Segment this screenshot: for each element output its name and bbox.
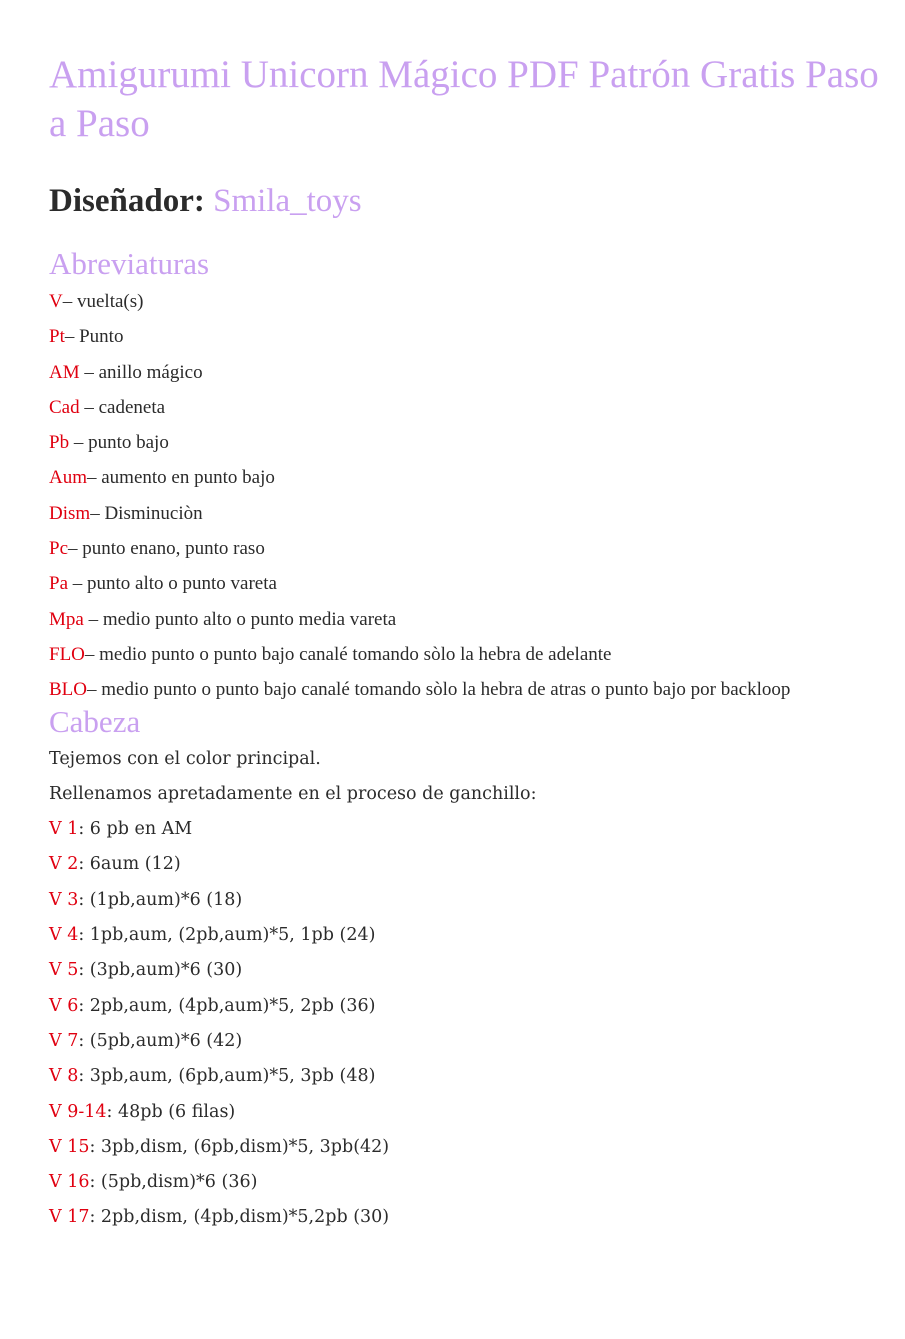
abbreviation-key: BLO: [49, 679, 87, 701]
abbreviation-item: [49, 390, 879, 425]
round-desc: : (1pb,aum)*6 (18): [78, 889, 243, 910]
abbreviation-desc: – aumento en punto bajo: [87, 467, 275, 489]
abbreviation-key: AM: [49, 361, 80, 383]
round-key: V 6: [49, 995, 79, 1016]
round-key: V 8: [49, 1066, 79, 1087]
abbreviations-list: [49, 284, 879, 708]
round-key: V 9-14: [49, 1101, 107, 1122]
round-desc: : (5pb,dism)*6 (36): [89, 1172, 258, 1193]
round-key: V 7: [49, 1030, 79, 1051]
round-item: [49, 847, 879, 882]
round-key: V 3: [49, 889, 79, 910]
head-instructions: [49, 742, 879, 1236]
abbreviation-key: Pb: [49, 432, 70, 454]
round-key: V 2: [49, 854, 79, 875]
abbreviation-item: [49, 602, 879, 637]
abbreviation-desc: – punto bajo: [69, 432, 169, 454]
abbreviation-item: [49, 566, 879, 601]
round-desc: : 2pb,dism, (4pb,dism)*5,2pb (30): [89, 1207, 390, 1228]
abbreviation-item: [49, 531, 879, 566]
page-title: Amigurumi Unicorn Mágico PDF Patrón Gratis Paso a Paso: [49, 53, 879, 145]
abbreviation-key: Mpa: [49, 608, 84, 630]
abbreviation-item: [49, 355, 879, 390]
round-item: [49, 1165, 879, 1200]
round-item: [49, 1200, 879, 1235]
abbreviation-key: Pc: [49, 538, 68, 560]
round-item: [49, 989, 879, 1024]
abbreviation-item: [49, 496, 879, 531]
abbreviation-desc: – medio punto o punto bajo canalé tomando sòlo la hebra de atras o punto bajo por backloop: [87, 679, 791, 701]
abbreviation-desc: – anillo mágico: [79, 361, 203, 383]
abbreviation-item: [49, 460, 879, 495]
round-item: [49, 1024, 879, 1059]
abbreviation-desc: – punto enano, punto raso: [68, 538, 265, 560]
round-desc: : 1pb,aum, (2pb,aum)*5, 1pb (24): [78, 925, 376, 946]
abbreviations-heading: Abreviaturas: [49, 246, 210, 281]
round-desc: : (3pb,aum)*6 (30): [78, 960, 243, 981]
abbreviation-item: [49, 672, 879, 707]
round-key: V 16: [49, 1172, 90, 1193]
abbreviation-desc: – cadeneta: [79, 396, 166, 418]
round-desc: : 2pb,aum, (4pb,aum)*5, 2pb (36): [78, 995, 376, 1016]
abbreviation-desc: – Punto: [64, 326, 124, 348]
abbreviation-key: Dism: [49, 502, 91, 524]
round-key: V 5: [49, 960, 79, 981]
abbreviation-desc: – Disminuciòn: [90, 502, 203, 524]
round-desc: : 3pb,aum, (6pb,aum)*5, 3pb (48): [78, 1066, 376, 1087]
head-section-heading: Cabeza: [49, 703, 141, 739]
round-key: V 1: [49, 819, 79, 840]
round-desc: : 3pb,dism, (6pb,dism)*5, 3pb(42): [89, 1136, 390, 1157]
abbreviation-key: V: [49, 291, 63, 312]
round-item: [49, 1095, 879, 1130]
abbreviation-item: [49, 637, 879, 672]
abbreviation-desc: – medio punto o punto bajo canalé tomando sòlo la hebra de adelante: [84, 643, 612, 665]
intro-text: Rellenamos apretadamente en el proceso de ganchillo:: [49, 783, 537, 804]
round-item: [49, 918, 879, 953]
abbreviation-desc: – punto alto o punto vareta: [68, 573, 277, 595]
abbreviation-item: [49, 319, 879, 354]
round-desc: : (5pb,aum)*6 (42): [78, 1030, 243, 1051]
designer-line: [49, 181, 879, 221]
round-key: V 17: [49, 1207, 90, 1228]
abbreviation-key: Cad: [49, 396, 80, 418]
round-item: [49, 1130, 879, 1165]
designer-label: Diseñador:: [49, 183, 205, 219]
round-item: [49, 812, 879, 847]
round-item: [49, 1059, 879, 1094]
round-desc: : 48pb (6 filas): [106, 1101, 236, 1122]
designer-name: Smila_toys: [213, 183, 362, 219]
abbreviation-key: FLO: [49, 643, 85, 665]
round-key: V 4: [49, 925, 79, 946]
abbreviation-key: Aum: [49, 467, 87, 489]
abbreviation-key: Pt: [49, 326, 65, 348]
round-desc: : 6 pb en AM: [78, 819, 193, 840]
round-item: [49, 953, 879, 988]
abbreviation-item: [49, 425, 879, 460]
abbreviation-key: Pa: [49, 573, 68, 595]
abbreviation-desc: – vuelta(s): [62, 291, 144, 312]
round-key: V 15: [49, 1136, 90, 1157]
intro-text: Tejemos con el color principal.: [49, 748, 321, 769]
round-desc: : 6aum (12): [78, 854, 181, 875]
abbreviation-item: [49, 284, 879, 319]
round-item: [49, 883, 879, 918]
abbreviation-desc: – medio punto alto o punto media vareta: [83, 608, 397, 630]
